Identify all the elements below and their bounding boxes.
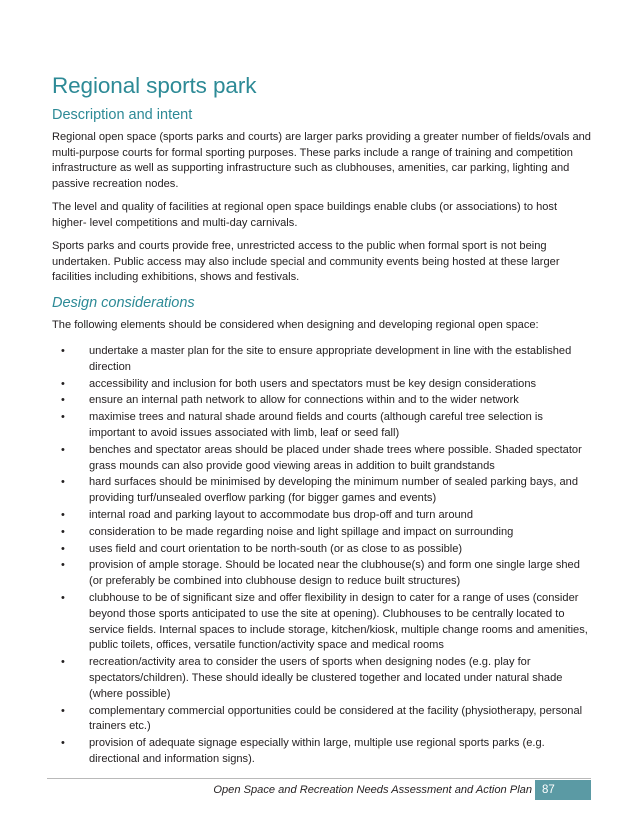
list-item: • provision of adequate signage especially within large, multiple use regional sports parks (e.g. directional and information signs). [61, 737, 545, 765]
list-item: • uses field and court orientation to be north-south (or as close to as possible) [52, 542, 592, 558]
page-title: Regional sports park [52, 73, 257, 98]
footer-document-title: Open Space and Recreation Needs Assessment and Action Plan [213, 784, 532, 796]
list-item: • complementary commercial opportunities could be considered at the facility (physiotherapy, personal trainers etc.) [61, 704, 583, 733]
design-considerations-list [52, 344, 592, 768]
bullet-icon: • [61, 443, 65, 456]
bullet-icon: • [61, 591, 65, 604]
bullet-icon: • [61, 345, 65, 357]
design-intro: The following elements should be considered when designing and developing regional open space: [52, 318, 539, 331]
bullet-icon: • [61, 394, 65, 407]
page-content [52, 72, 592, 769]
list-item: • recreation/activity area to consider the users of sports when designing nodes (e.g. play for spectators/children). These should ideally be clustered together and located under natural shade (where possible) [61, 656, 563, 700]
bullet-icon: • [61, 525, 65, 538]
bullet-icon: • [61, 377, 65, 390]
list-item: • ensure an internal path network to allow for connections within and to the wider network [52, 393, 592, 409]
list-item: • consideration to be made regarding noise and light spillage and impact on surrounding [52, 525, 592, 541]
footer-divider [47, 778, 591, 779]
list-item: • hard surfaces should be minimised by developing the minimum number of sealed parking bays, and providing turf/unsealed overflow parking (for bigger games and events) [61, 476, 579, 505]
description-paragraph-2: The level and quality of facilities at regional open space buildings enable clubs (or associations) to host higher- level competitions and multi-day carnivals. [52, 201, 558, 229]
list-item: • clubhouse to be of significant size and offer flexibility in design to cater for a range of uses (consider beyond those sports anticipated to use the site at opening). Clubhouses to be centrally located to service fields. Internal spaces to include storage, kitchen/kiosk, multiple change rooms and amenities, public toilets, offices, versatile function/activity space and medical rooms [61, 591, 588, 652]
page-number-badge: 87 [535, 780, 591, 800]
description-paragraph-1: Regional open space (sports parks and courts) are larger parks providing a greater number of fields/ovals and multi-purpose courts for formal sporting purposes. These parks include a range of training and competition infrastructure as well as supporting infrastructure such as clubhouses, amenities, car parking, lighting and passive recreation nodes. [52, 131, 591, 190]
list-item: • maximise trees and natural shade around fields and courts (although careful tree selection is important to avoid issues associated with limb, leaf or seed fall) [61, 411, 543, 439]
bullet-icon: • [61, 411, 65, 424]
bullet-icon: • [61, 542, 65, 555]
design-heading: Design considerations [52, 294, 195, 311]
bullet-icon: • [61, 656, 65, 669]
list-item: • provision of ample storage. Should be located near the clubhouse(s) and form one single large shed (or preferably be combined into clubhouse design to reduce built structures) [61, 559, 580, 588]
list-item: • undertake a master plan for the site to ensure appropriate development in line with the established direction [61, 345, 572, 373]
list-item: • internal road and parking layout to accommodate bus drop-off and turn around [52, 508, 592, 524]
bullet-icon: • [61, 559, 65, 572]
description-heading: Description and intent [52, 107, 193, 123]
list-item: • accessibility and inclusion for both users and spectators must be key design considerations [52, 377, 592, 393]
bullet-icon: • [61, 508, 65, 521]
bullet-icon: • [61, 737, 65, 750]
bullet-icon: • [61, 704, 65, 717]
description-paragraph-3: Sports parks and courts provide free, unrestricted access to the public when formal sport is not being undertaken. Public access may also include special and community events being hosted at these larger facilities including exhibitions, shows and festivals. [52, 240, 560, 283]
bullet-icon: • [61, 476, 65, 489]
list-item: • benches and spectator areas should be placed under shade trees where possible. Shaded spectator grass mounds can also provide good viewing areas in addition to built grandstands [61, 443, 582, 472]
